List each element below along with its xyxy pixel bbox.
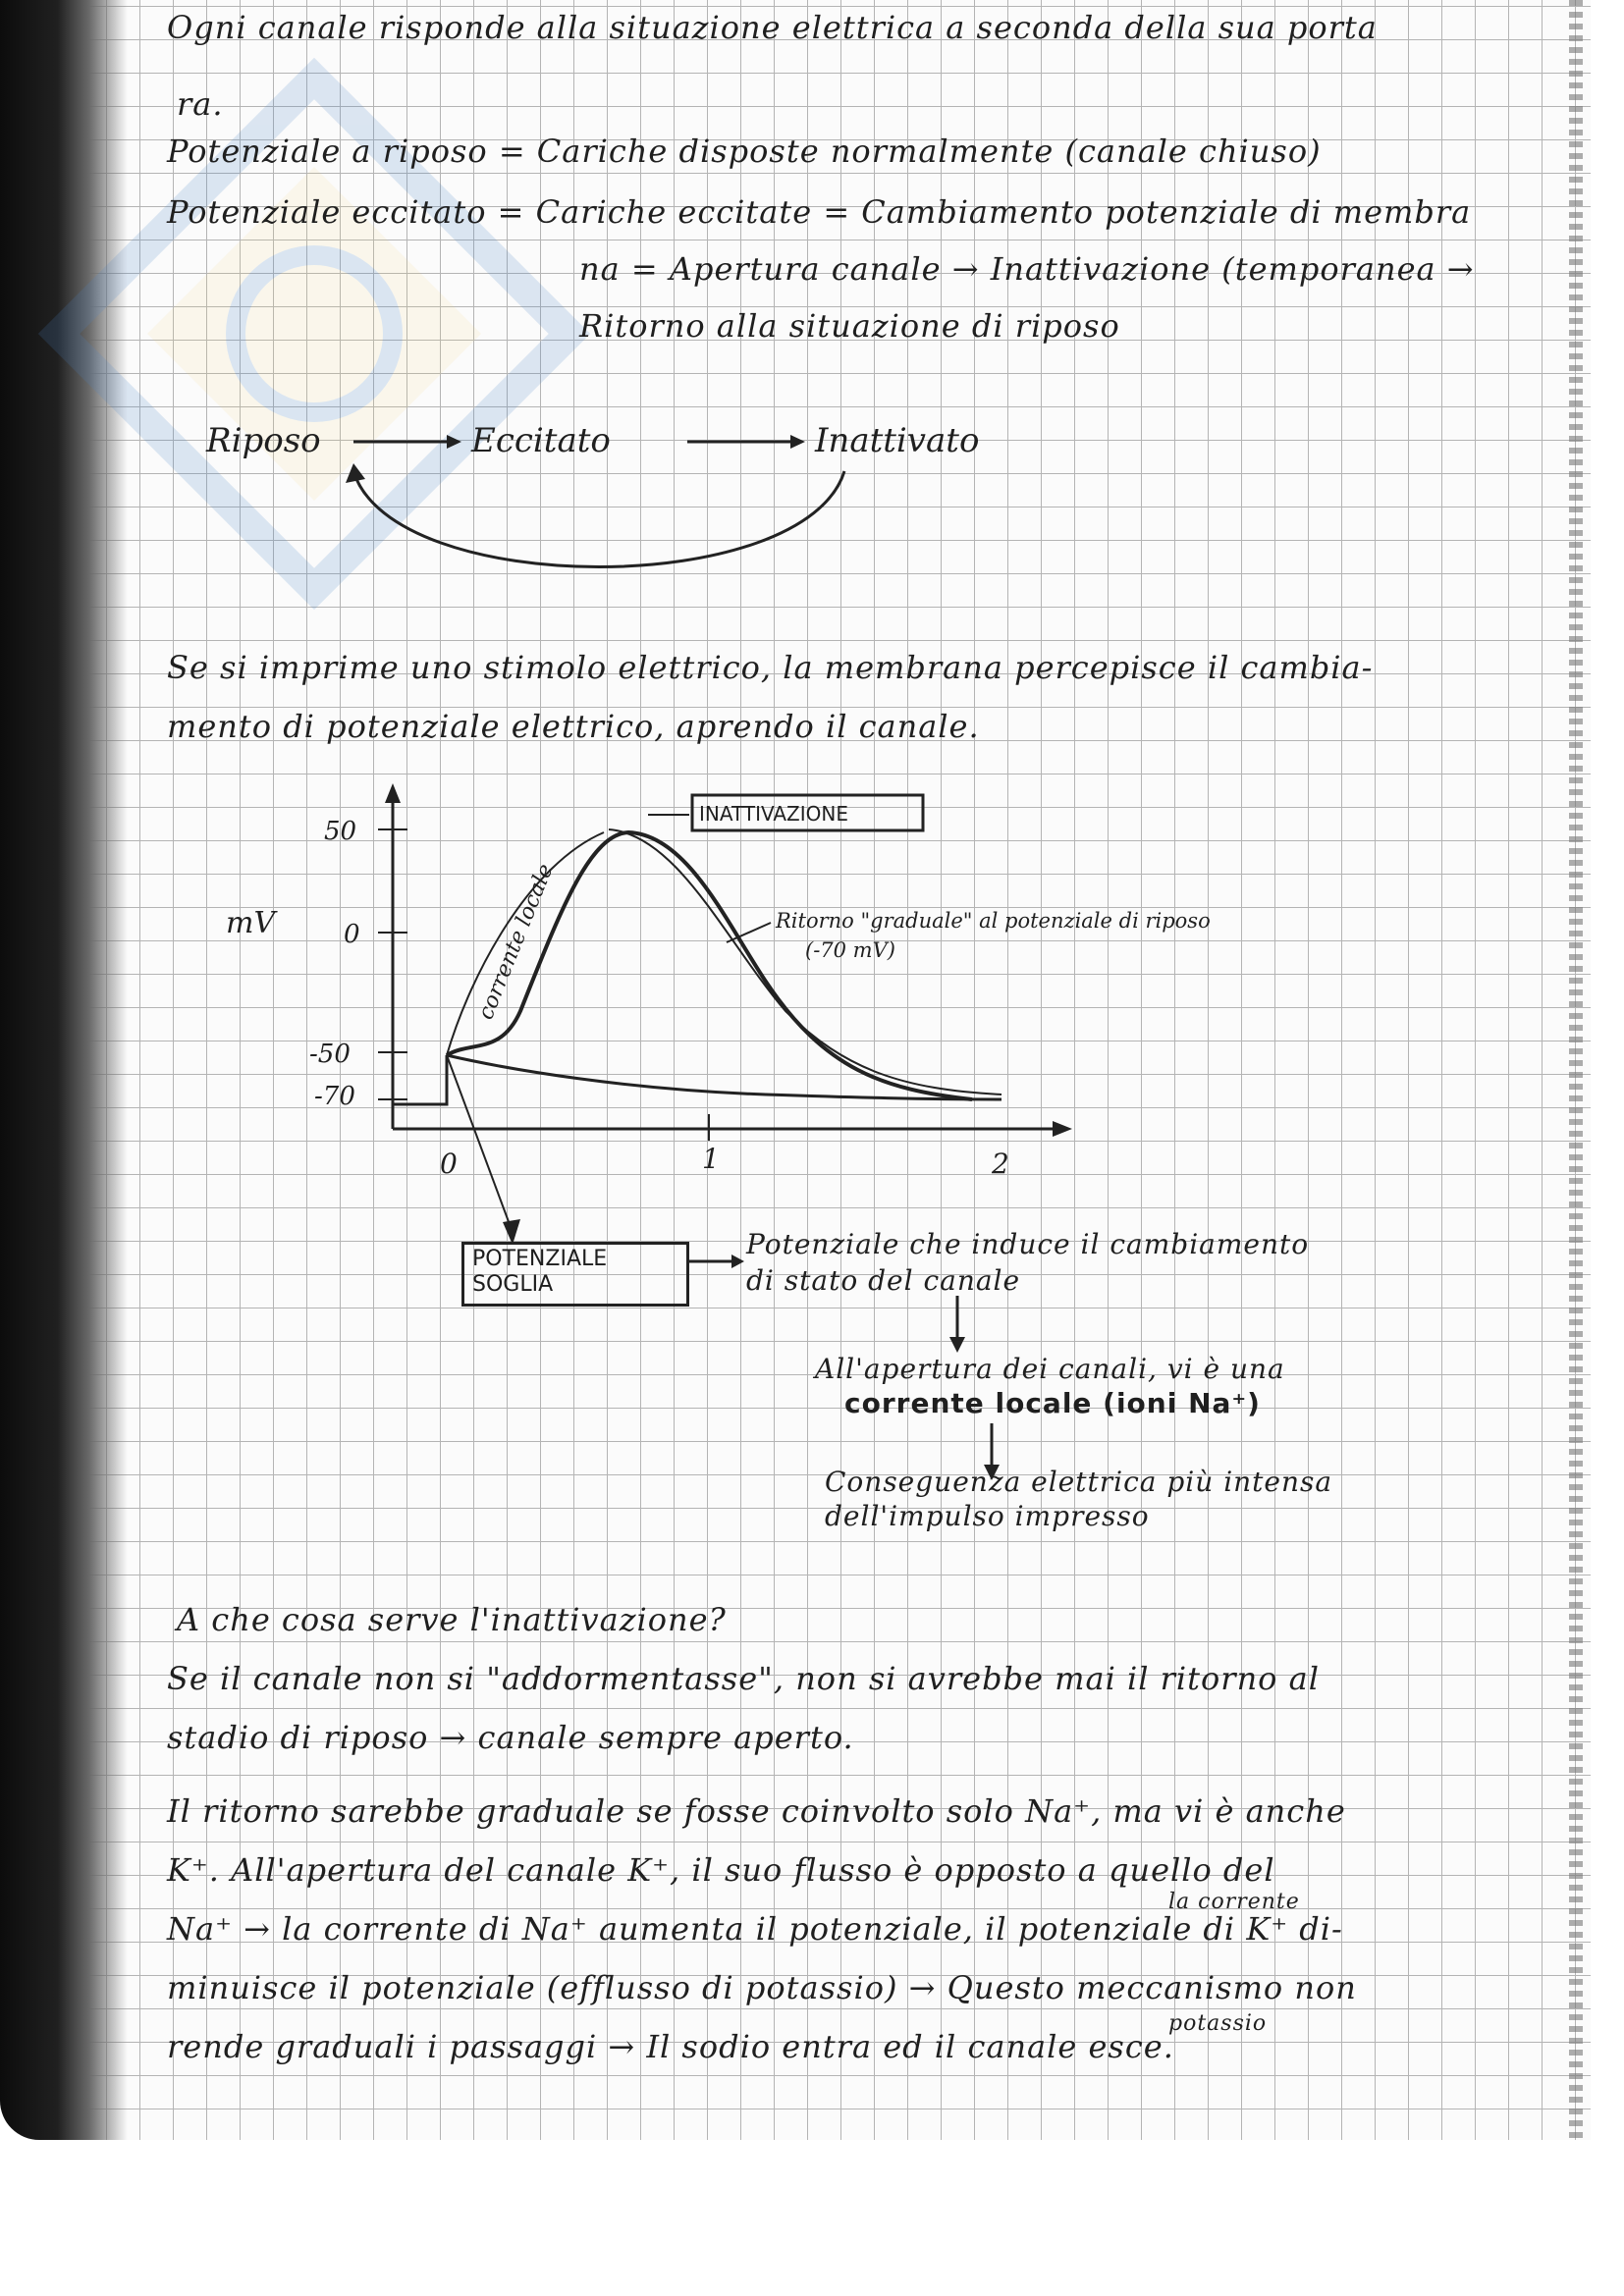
y-tick-0: 0 — [344, 920, 360, 949]
y-tick-50: 50 — [324, 817, 357, 846]
note-line-4: na = Apertura canale → Inattivazione (temporanea → — [579, 250, 1475, 288]
y-tick-minus50: -50 — [309, 1040, 351, 1069]
para-line-6: minuisce il potenziale (efflusso di potassio) → Questo meccanismo non — [167, 1969, 1357, 2006]
flow-arrow-1 — [943, 1296, 972, 1355]
note-line-1: Ogni canale risponde alla situazione elettrica a seconda della sua porta — [167, 9, 1378, 46]
para-line-1: Se il canale non si "addormentasse", non si avrebbe mai il ritorno al — [167, 1660, 1320, 1697]
note-line-2: Potenziale a riposo = Cariche disposte normalmente (canale chiuso) — [167, 133, 1322, 170]
arrowhead-inattivato-riposo — [346, 463, 365, 483]
state-diagram — [196, 402, 1080, 599]
note-line-5: Ritorno alla situazione di riposo — [579, 307, 1120, 345]
state-eccitato: Eccitato — [471, 421, 611, 460]
y-tick-minus70: -70 — [314, 1082, 355, 1111]
note-line-3: Potenziale eccitato = Cariche eccitate = Cambiamento potenziale di membra — [167, 193, 1472, 231]
x-tick-0: 0 — [440, 1148, 458, 1180]
para-line-4: K⁺. All'apertura del canale K⁺, il suo flusso è opposto a quello del — [167, 1851, 1275, 1889]
threshold-box — [461, 1242, 689, 1307]
open-note-1: All'apertura dei canali, vi è una — [815, 1353, 1285, 1385]
return-label: Ritorno "graduale" al potenziale di riposo — [776, 909, 1211, 933]
x-tick-1: 1 — [702, 1143, 720, 1175]
page-edge — [1569, 0, 1583, 2140]
para-line-7: rende graduali i passaggi → Il sodio entra ed il canale esce. — [167, 2028, 1174, 2065]
para-line-2: stadio di riposo → canale sempre aperto. — [167, 1719, 854, 1756]
effect-note-2: dell'impulso impresso — [825, 1500, 1150, 1532]
curve-label: corrente locale — [473, 860, 559, 1024]
y-unit-label: mV — [226, 906, 276, 940]
return-value: (-70 mV) — [805, 938, 895, 962]
threshold-label-2: SOGLIA — [472, 1272, 554, 1297]
note-line-1b: ra. — [177, 85, 224, 123]
action-potential-curve — [447, 832, 972, 1099]
inactivation-curve — [609, 829, 1001, 1095]
threshold-arrow — [447, 1055, 511, 1227]
note-line-7: mento di potenziale elettrico, aprendo il canale. — [167, 708, 980, 745]
arrowhead-eccitato-inattivato — [790, 435, 805, 449]
open-note-2: corrente locale (ioni Na⁺) — [844, 1387, 1261, 1419]
state-riposo: Riposo — [206, 421, 321, 460]
arrow-inattivato-riposo — [353, 471, 844, 567]
threshold-note-arrow — [687, 1247, 746, 1276]
threshold-label-1: POTENZIALE — [472, 1247, 608, 1271]
para-line-5: Na⁺ → la corrente di Na⁺ aumenta il potenziale, il potenziale di K⁺ di- — [167, 1910, 1343, 1948]
question-line: A che cosa serve l'inattivazione? — [177, 1601, 727, 1638]
para-insert-2: potassio — [1168, 2011, 1268, 2036]
note-line-6: Se si imprime uno stimolo elettrico, la membrana percepisce il cambia- — [167, 649, 1374, 686]
x-axis-arrow — [1053, 1121, 1072, 1137]
resting-baseline — [393, 1055, 447, 1104]
x-tick-2: 2 — [992, 1148, 1009, 1180]
inactivation-label: INATTIVAZIONE — [699, 802, 848, 826]
para-line-3: Il ritorno sarebbe graduale se fosse coinvolto solo Na⁺, ma vi è anche — [167, 1792, 1346, 1830]
para-insert-1: la corrente — [1168, 1890, 1300, 1914]
threshold-note-1: Potenziale che induce il cambiamento — [746, 1228, 1310, 1260]
state-inattivato: Inattivato — [815, 421, 980, 460]
threshold-note-2: di stato del canale — [746, 1264, 1021, 1297]
y-axis-arrow — [385, 783, 401, 803]
arrowhead-riposo-eccitato — [447, 435, 461, 449]
effect-note-1: Conseguenza elettrica più intensa — [825, 1466, 1333, 1498]
